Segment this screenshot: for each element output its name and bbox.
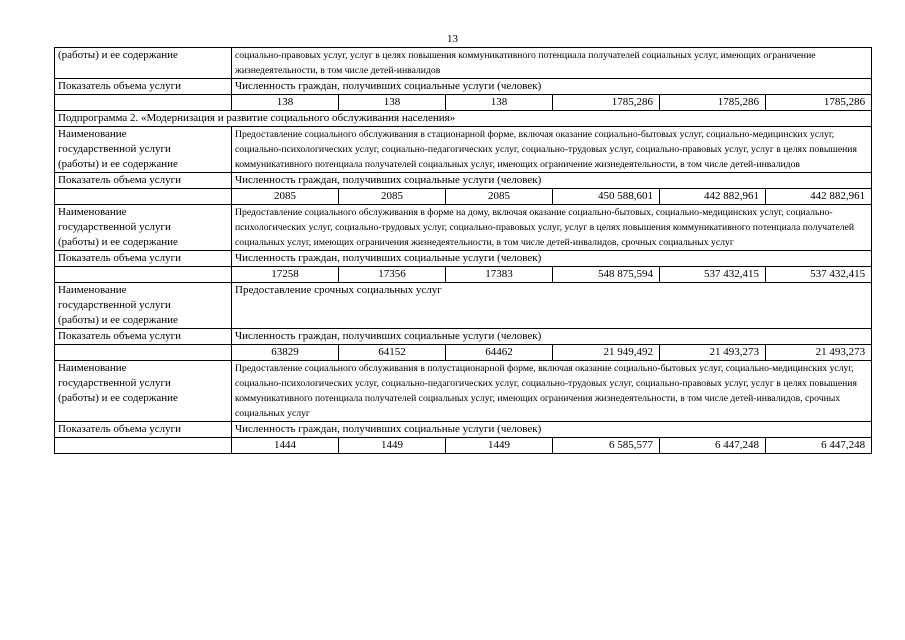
indicator-label: Показатель объема услуги (55, 173, 232, 189)
value-cell: 442 882,961 (766, 189, 872, 205)
indicator-label: Показатель объема услуги (55, 329, 232, 345)
service-description: Предоставление социального обслуживания в форме на дому, включая оказание социально-бытовых, социально-медицинских услуг, социально-психологических услуг, социально-трудовых услуг, социально-правовых услуг, услуг в целях повышения коммуникативного потенциала получателей социальных услуг, имеющих ограничения жизнедеятельности, в том числе детей-инвалидов, срочных социальных услуг (232, 205, 872, 251)
indicator-row (55, 173, 872, 189)
value-cell: 6 585,577 (553, 438, 660, 454)
indicator-text: Численность граждан, получивших социальные услуги (человек) (232, 79, 872, 95)
service-name-label: Наименование государственной услуги (работы) и ее содержание (55, 361, 232, 422)
indicator-text: Численность граждан, получивших социальные услуги (человек) (232, 329, 872, 345)
subprogram-row (55, 111, 872, 127)
value-cell: 1449 (339, 438, 446, 454)
value-cell: 1785,286 (660, 95, 766, 111)
indicator-text: Численность граждан, получивших социальные услуги (человек) (232, 251, 872, 267)
values-row-spacer (55, 438, 232, 454)
indicator-row (55, 79, 872, 95)
value-cell: 21 949,492 (553, 345, 660, 361)
value-cell: 1449 (446, 438, 553, 454)
value-cell: 1785,286 (766, 95, 872, 111)
value-cell: 6 447,248 (766, 438, 872, 454)
value-cell: 64462 (446, 345, 553, 361)
value-cell: 1444 (232, 438, 339, 454)
indicator-text: Численность граждан, получивших социальные услуги (человек) (232, 173, 872, 189)
service-row (55, 127, 872, 173)
value-cell: 17356 (339, 267, 446, 283)
value-cell: 17383 (446, 267, 553, 283)
value-cell: 450 588,601 (553, 189, 660, 205)
value-cell: 21 493,273 (766, 345, 872, 361)
indicator-row (55, 422, 872, 438)
value-cell: 2085 (339, 189, 446, 205)
values-row (55, 345, 872, 361)
values-row-spacer (55, 267, 232, 283)
page-number: 13 (447, 33, 458, 45)
values-row-spacer (55, 95, 232, 111)
value-cell: 1785,286 (553, 95, 660, 111)
service-row (55, 48, 872, 79)
indicator-row (55, 329, 872, 345)
service-row (55, 283, 872, 329)
values-row (55, 267, 872, 283)
service-name-label: Наименование государственной услуги (работы) и ее содержание (55, 127, 232, 173)
value-cell: 138 (232, 95, 339, 111)
value-cell: 63829 (232, 345, 339, 361)
value-cell: 2085 (446, 189, 553, 205)
service-row (55, 361, 872, 422)
service-description: Предоставление социального обслуживания в стационарной форме, включая оказание социально-бытовых услуг, социально-медицинских услуг, социально-психологических услуг, социально-педагогических услуг, социально-трудовых услуг, социально-правовых услуг, услуг в целях повышения коммуникативного потенциала получателей социальных услуг, имеющих ограничение жизнедеятельности, в том числе детей-инвалидов (232, 127, 872, 173)
value-cell: 138 (339, 95, 446, 111)
service-row (55, 205, 872, 251)
indicator-label: Показатель объема услуги (55, 422, 232, 438)
service-table (54, 47, 872, 454)
value-cell: 21 493,273 (660, 345, 766, 361)
indicator-label: Показатель объема услуги (55, 79, 232, 95)
service-name-label: Наименование государственной услуги (работы) и ее содержание (55, 205, 232, 251)
values-row (55, 438, 872, 454)
values-row-spacer (55, 345, 232, 361)
value-cell: 138 (446, 95, 553, 111)
value-cell: 548 875,594 (553, 267, 660, 283)
service-description: Предоставление социального обслуживания в полустационарной форме, включая оказание социально-бытовых услуг, социально-медицинских услуг, социально-психологических услуг, социально-педагогических услуг, социально-трудовых услуг, социально-правовых услуг, услуг в целях повышения коммуникативного потенциала получателей социальных услуг, имеющих ограничения жизнедеятельности, в том числе детей-инвалидов, срочных социальных услуг (232, 361, 872, 422)
values-row (55, 95, 872, 111)
value-cell: 2085 (232, 189, 339, 205)
service-name-label: Наименование государственной услуги (работы) и ее содержание (55, 283, 232, 329)
values-row-spacer (55, 189, 232, 205)
service-description: социально-правовых услуг, услуг в целях повышения коммуникативного потенциала получателей социальных услуг, имеющих ограничение жизнедеятельности, в том числе детей-инвалидов (232, 48, 872, 79)
indicator-row (55, 251, 872, 267)
service-name-label: (работы) и ее содержание (55, 48, 232, 79)
value-cell: 537 432,415 (660, 267, 766, 283)
value-cell: 64152 (339, 345, 446, 361)
subprogram-heading: Подпрограмма 2. «Модернизация и развитие социального обслуживания населения» (55, 111, 872, 127)
value-cell: 17258 (232, 267, 339, 283)
value-cell: 442 882,961 (660, 189, 766, 205)
service-description: Предоставление срочных социальных услуг (232, 283, 872, 329)
indicator-text: Численность граждан, получивших социальные услуги (человек) (232, 422, 872, 438)
indicator-label: Показатель объема услуги (55, 251, 232, 267)
values-row (55, 189, 872, 205)
value-cell: 537 432,415 (766, 267, 872, 283)
value-cell: 6 447,248 (660, 438, 766, 454)
